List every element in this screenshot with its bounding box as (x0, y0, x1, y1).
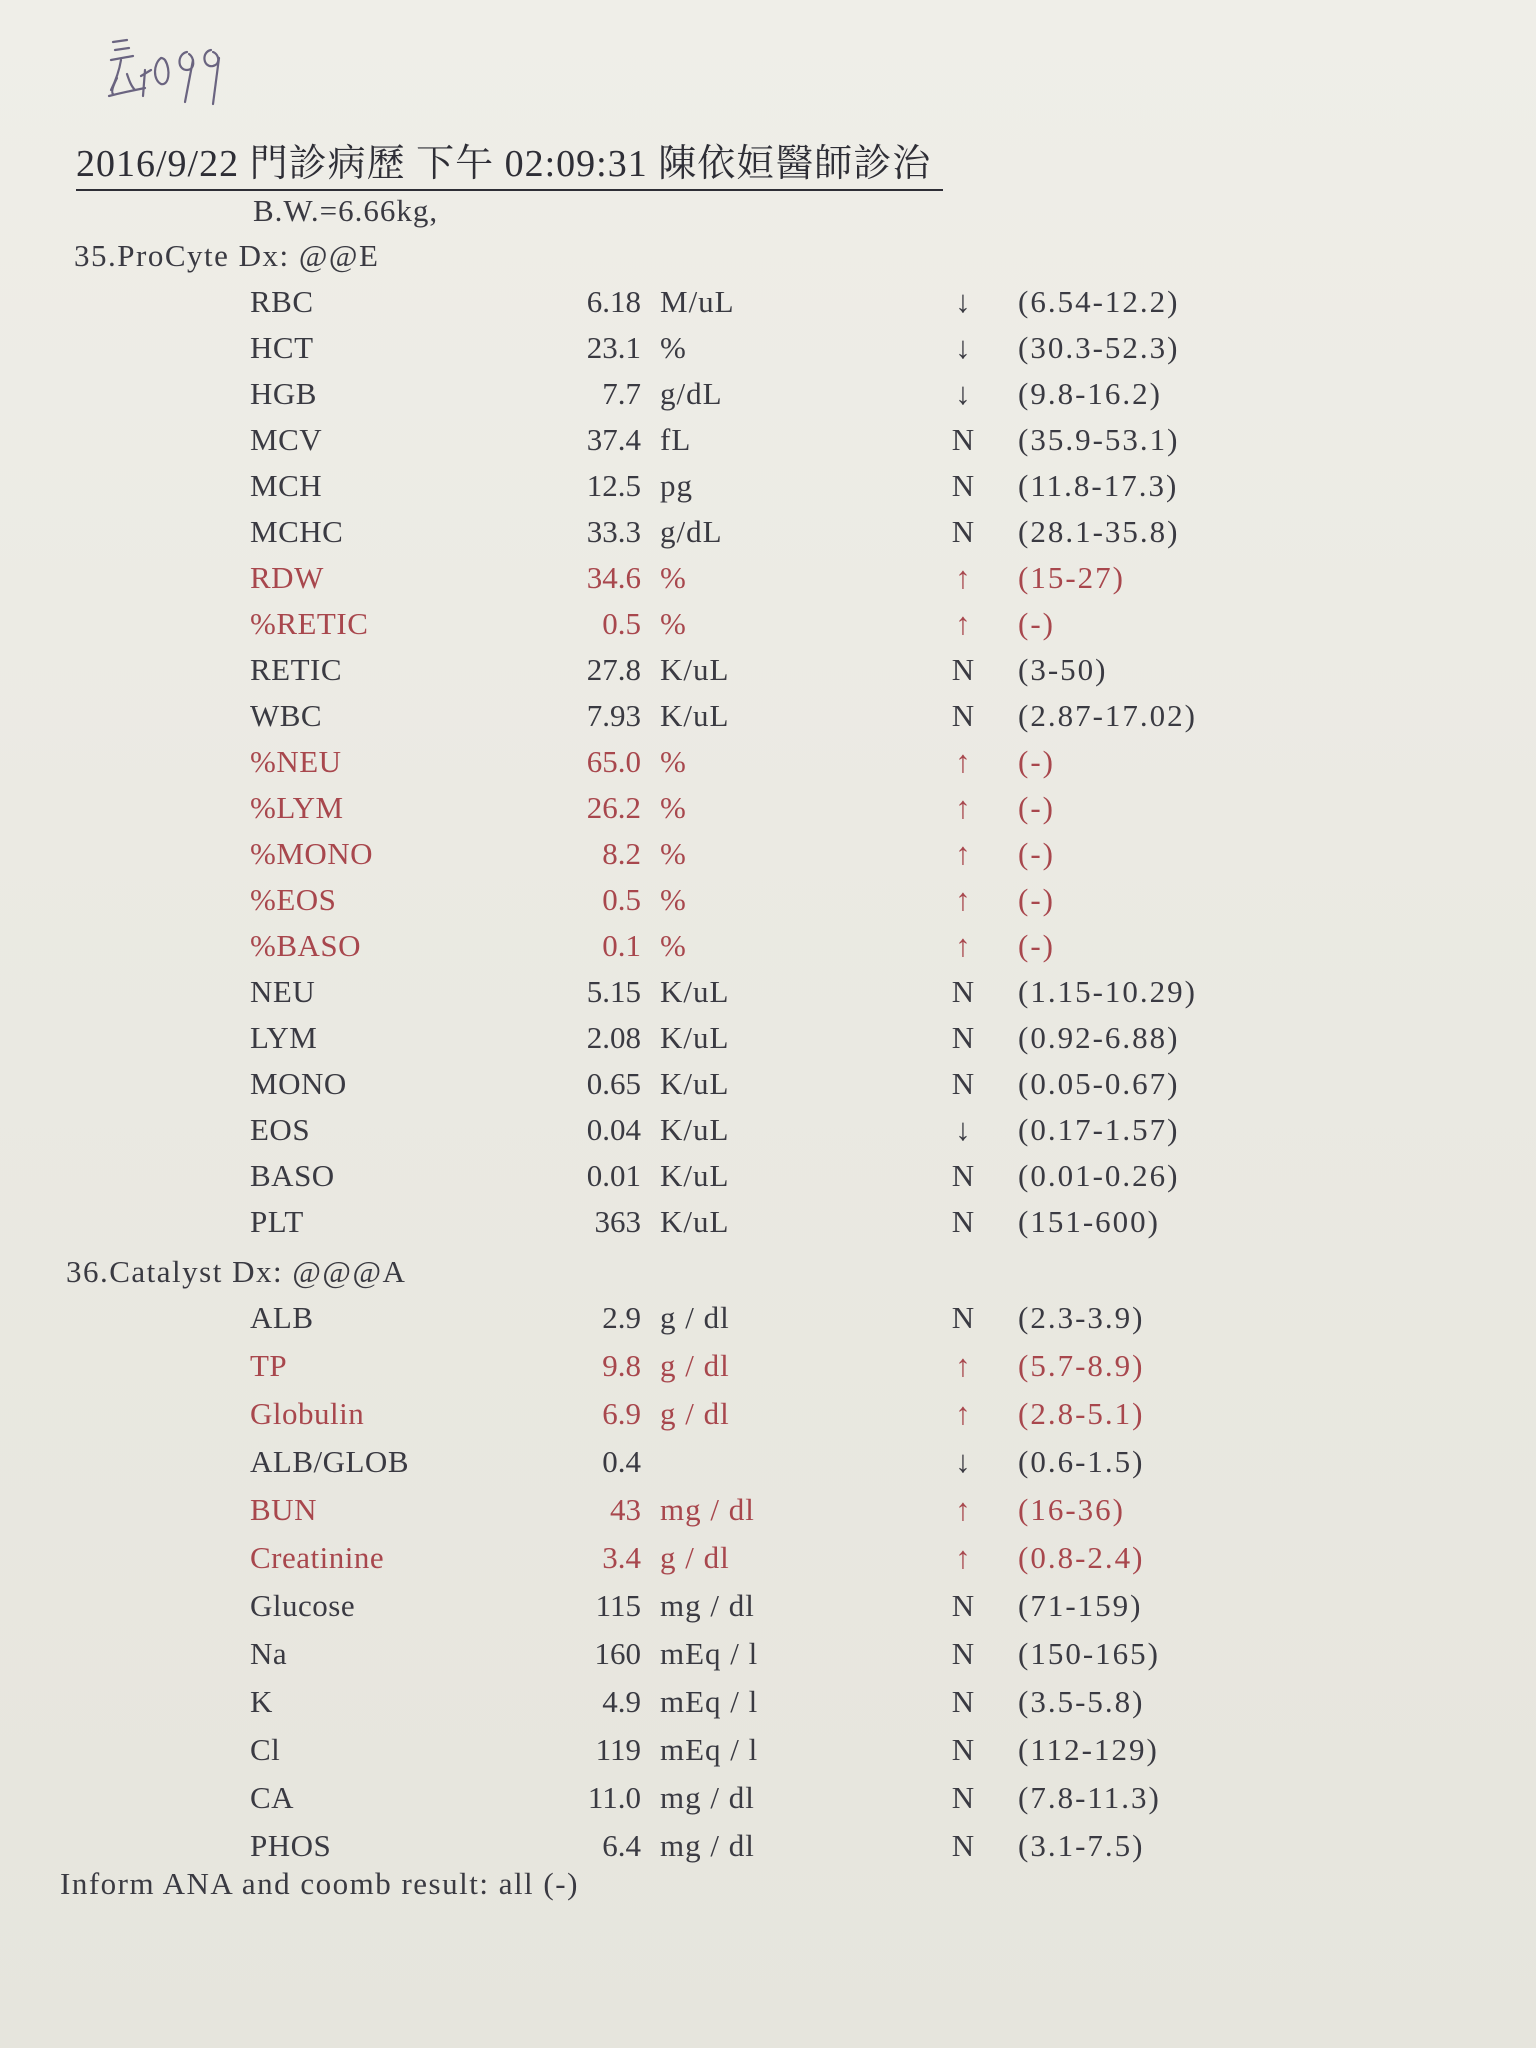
test-flag: N (951, 514, 975, 549)
page-title: 2016/9/22 門診病歷 下午 02:09:31 陳依姮醫師診治 (76, 132, 943, 191)
test-range: (1.15-10.29) (1018, 974, 1197, 1009)
test-flag: ↑ (955, 744, 971, 779)
test-value: 2.08 (586, 1020, 641, 1055)
test-flag: ↓ (955, 1112, 971, 1147)
table-row (0, 1016, 1536, 1060)
table-row (0, 1728, 1536, 1772)
test-range: (35.9-53.1) (1018, 422, 1180, 457)
test-value: 160 (594, 1636, 641, 1671)
test-unit: mg / dl (660, 1588, 755, 1623)
test-value: 26.2 (586, 790, 641, 825)
test-name: BUN (250, 1492, 317, 1527)
test-name: RBC (250, 284, 314, 319)
test-name: ALB/GLOB (250, 1444, 409, 1479)
test-range: (151-600) (1018, 1204, 1160, 1239)
test-unit: K/uL (660, 1204, 730, 1239)
test-value: 23.1 (586, 330, 641, 365)
test-flag: ↑ (955, 606, 971, 641)
test-flag: N (951, 1732, 975, 1767)
test-range: (2.3-3.9) (1018, 1300, 1145, 1335)
test-unit: K/uL (660, 1112, 730, 1147)
table-row (0, 372, 1536, 416)
table-row (0, 878, 1536, 922)
body-weight: B.W.=6.66kg, (253, 193, 439, 228)
test-value: 0.65 (586, 1066, 641, 1101)
test-name: Globulin (250, 1396, 365, 1431)
test-flag: N (951, 468, 975, 503)
test-name: CA (250, 1780, 295, 1815)
test-unit: K/uL (660, 1066, 730, 1101)
test-value: 65.0 (586, 744, 641, 779)
test-name: RDW (250, 560, 324, 595)
table-row (0, 648, 1536, 692)
section-title-procyte: 35.ProCyte Dx: @@E (74, 238, 380, 273)
test-name: ALB (250, 1300, 314, 1335)
test-unit: % (660, 330, 687, 365)
test-flag: N (951, 974, 975, 1009)
test-range: (0.6-1.5) (1018, 1444, 1145, 1479)
test-range: (0.01-0.26) (1018, 1158, 1180, 1193)
table-row (0, 1154, 1536, 1198)
test-unit: mEq / l (660, 1732, 759, 1767)
test-name: Cl (250, 1732, 281, 1767)
test-range: (0.17-1.57) (1018, 1112, 1180, 1147)
table-row (0, 1776, 1536, 1820)
test-range: (9.8-16.2) (1018, 376, 1162, 411)
test-name: TP (250, 1348, 288, 1383)
test-range: (11.8-17.3) (1018, 468, 1179, 503)
test-flag: N (951, 698, 975, 733)
test-flag: N (951, 1020, 975, 1055)
test-unit: g / dl (660, 1300, 730, 1335)
test-name: EOS (250, 1112, 311, 1147)
test-flag: ↑ (955, 1540, 971, 1575)
test-unit: K/uL (660, 652, 730, 687)
test-name: HGB (250, 376, 317, 411)
test-range: (28.1-35.8) (1018, 514, 1180, 549)
footer-note: Inform ANA and coomb result: all (-) (60, 1866, 579, 1901)
test-name: Glucose (250, 1588, 356, 1623)
test-range: (16-36) (1018, 1492, 1125, 1527)
test-flag: ↑ (955, 1492, 971, 1527)
test-range: (150-165) (1018, 1636, 1160, 1671)
table-row (0, 1824, 1536, 1868)
test-name: BASO (250, 1158, 335, 1193)
test-value: 363 (594, 1204, 641, 1239)
test-flag: ↑ (955, 1396, 971, 1431)
test-name: %NEU (250, 744, 342, 779)
test-value: 43 (610, 1492, 641, 1527)
test-range: (3-50) (1018, 652, 1108, 687)
table-row (0, 1108, 1536, 1152)
test-value: 33.3 (586, 514, 641, 549)
test-unit: K/uL (660, 698, 730, 733)
test-flag: N (951, 1780, 975, 1815)
test-range: (-) (1018, 882, 1055, 917)
test-unit: pg (660, 468, 693, 503)
test-unit: K/uL (660, 1020, 730, 1055)
test-range: (2.8-5.1) (1018, 1396, 1145, 1431)
test-value: 115 (595, 1588, 641, 1623)
test-value: 2.9 (602, 1300, 641, 1335)
test-flag: N (951, 1066, 975, 1101)
test-range: (-) (1018, 836, 1055, 871)
test-flag: ↓ (955, 376, 971, 411)
test-unit: mg / dl (660, 1780, 755, 1815)
table-row (0, 924, 1536, 968)
test-value: 4.9 (602, 1684, 641, 1719)
test-name: %LYM (250, 790, 344, 825)
table-row (0, 326, 1536, 370)
table-row (0, 740, 1536, 784)
test-unit: % (660, 790, 687, 825)
test-flag: N (951, 1684, 975, 1719)
test-unit: % (660, 606, 687, 641)
test-flag: ↑ (955, 1348, 971, 1383)
test-flag: N (951, 1636, 975, 1671)
test-flag: N (951, 1158, 975, 1193)
table-row (0, 1440, 1536, 1484)
test-unit: M/uL (660, 284, 735, 319)
test-range: (5.7-8.9) (1018, 1348, 1145, 1383)
test-name: HCT (250, 330, 314, 365)
test-range: (0.92-6.88) (1018, 1020, 1180, 1055)
test-range: (2.87-17.02) (1018, 698, 1197, 733)
table-row (0, 1062, 1536, 1106)
test-range: (15-27) (1018, 560, 1125, 595)
test-flag: ↓ (955, 330, 971, 365)
test-flag: ↓ (955, 1444, 971, 1479)
test-name: MCHC (250, 514, 344, 549)
test-value: 27.8 (586, 652, 641, 687)
test-unit: % (660, 744, 687, 779)
test-flag: ↓ (955, 284, 971, 319)
table-row (0, 556, 1536, 600)
table-row (0, 1200, 1536, 1244)
test-flag: N (951, 422, 975, 457)
test-name: %MONO (250, 836, 374, 871)
test-range: (3.5-5.8) (1018, 1684, 1145, 1719)
test-value: 5.15 (586, 974, 641, 1009)
test-value: 0.04 (586, 1112, 641, 1147)
test-unit: mEq / l (660, 1684, 759, 1719)
test-flag: ↑ (955, 882, 971, 917)
test-range: (-) (1018, 606, 1055, 641)
table-row (0, 464, 1536, 508)
test-value: 6.18 (586, 284, 641, 319)
table-row (0, 280, 1536, 324)
test-range: (3.1-7.5) (1018, 1828, 1145, 1863)
table-row (0, 1344, 1536, 1388)
test-range: (-) (1018, 744, 1055, 779)
test-unit: mg / dl (660, 1492, 755, 1527)
test-range: (112-129) (1018, 1732, 1159, 1767)
test-unit: g / dl (660, 1396, 730, 1431)
test-name: Creatinine (250, 1540, 385, 1575)
test-name: Na (250, 1636, 288, 1671)
table-row (0, 1584, 1536, 1628)
test-unit: mEq / l (660, 1636, 759, 1671)
test-unit: % (660, 560, 687, 595)
test-name: %BASO (250, 928, 362, 963)
test-unit: K/uL (660, 974, 730, 1009)
test-name: %RETIC (250, 606, 369, 641)
table-row (0, 1392, 1536, 1436)
test-unit: g/dL (660, 514, 723, 549)
table-row (0, 970, 1536, 1014)
test-name: PLT (250, 1204, 304, 1239)
test-value: 37.4 (586, 422, 641, 457)
test-name: LYM (250, 1020, 318, 1055)
test-value: 8.2 (602, 836, 641, 871)
test-unit: K/uL (660, 1158, 730, 1193)
test-flag: N (951, 1588, 975, 1623)
test-range: (7.8-11.3) (1018, 1780, 1161, 1815)
test-value: 0.01 (586, 1158, 641, 1193)
test-unit: % (660, 836, 687, 871)
test-flag: N (951, 1300, 975, 1335)
test-range: (-) (1018, 928, 1055, 963)
table-row (0, 832, 1536, 876)
test-unit: g/dL (660, 376, 723, 411)
test-value: 34.6 (586, 560, 641, 595)
table-row (0, 418, 1536, 462)
section-title-catalyst: 36.Catalyst Dx: @@@A (66, 1254, 407, 1289)
test-flag: ↑ (955, 790, 971, 825)
test-name: MCH (250, 468, 323, 503)
table-row (0, 1536, 1536, 1580)
test-unit: g / dl (660, 1348, 730, 1383)
test-unit: g / dl (660, 1540, 730, 1575)
test-value: 7.93 (586, 698, 641, 733)
test-value: 0.4 (602, 1444, 641, 1479)
table-row (0, 1680, 1536, 1724)
test-name: NEU (250, 974, 316, 1009)
test-name: MONO (250, 1066, 347, 1101)
test-value: 9.8 (602, 1348, 641, 1383)
test-value: 6.9 (602, 1396, 641, 1431)
test-value: 12.5 (586, 468, 641, 503)
test-unit: % (660, 882, 687, 917)
test-flag: ↑ (955, 560, 971, 595)
test-range: (-) (1018, 790, 1055, 825)
test-name: WBC (250, 698, 323, 733)
test-name: PHOS (250, 1828, 332, 1863)
test-name: %EOS (250, 882, 337, 917)
test-flag: ↑ (955, 928, 971, 963)
test-flag: ↑ (955, 836, 971, 871)
test-flag: N (951, 652, 975, 687)
test-unit: mg / dl (660, 1828, 755, 1863)
test-value: 0.1 (602, 928, 641, 963)
table-row (0, 1488, 1536, 1532)
table-row (0, 786, 1536, 830)
test-value: 3.4 (602, 1540, 641, 1575)
test-name: K (250, 1684, 273, 1719)
table-row (0, 694, 1536, 738)
test-value: 7.7 (602, 376, 641, 411)
table-row (0, 602, 1536, 646)
test-value: 11.0 (587, 1780, 641, 1815)
test-range: (0.8-2.4) (1018, 1540, 1145, 1575)
handwritten-note (105, 30, 245, 110)
test-unit: fL (660, 422, 692, 457)
test-name: MCV (250, 422, 323, 457)
test-value: 0.5 (602, 882, 641, 917)
test-name: RETIC (250, 652, 343, 687)
test-flag: N (951, 1204, 975, 1239)
table-row (0, 1296, 1536, 1340)
table-row (0, 510, 1536, 554)
test-flag: N (951, 1828, 975, 1863)
test-value: 6.4 (602, 1828, 641, 1863)
test-value: 119 (595, 1732, 641, 1767)
test-range: (0.05-0.67) (1018, 1066, 1180, 1101)
test-range: (71-159) (1018, 1588, 1143, 1623)
test-range: (30.3-52.3) (1018, 330, 1180, 365)
table-row (0, 1632, 1536, 1676)
test-range: (6.54-12.2) (1018, 284, 1180, 319)
test-unit: % (660, 928, 687, 963)
test-value: 0.5 (602, 606, 641, 641)
